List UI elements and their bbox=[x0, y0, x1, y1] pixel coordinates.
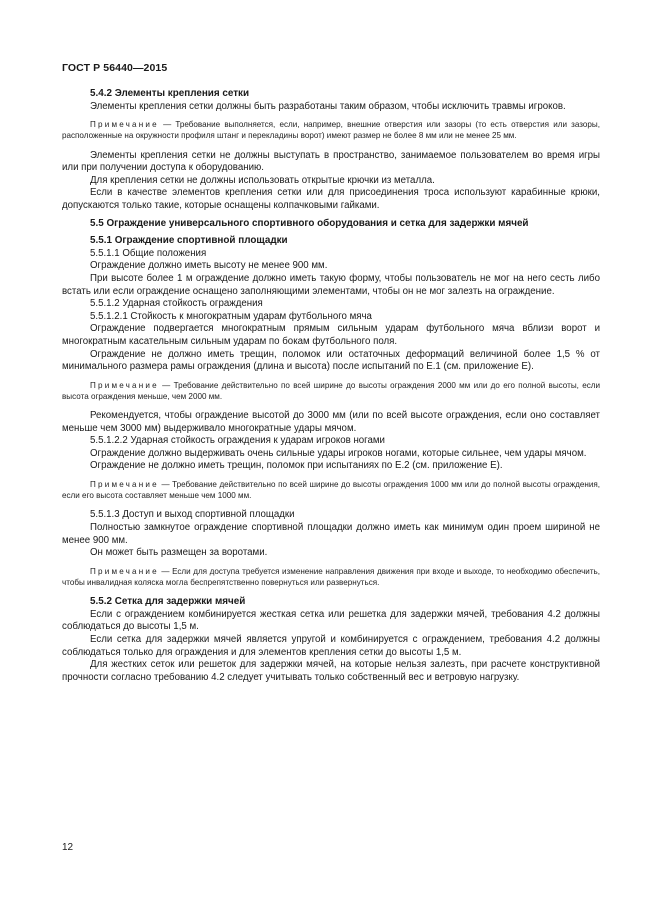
paragraph: Он может быть размещен за воротами. bbox=[90, 547, 268, 559]
section-heading-5-5: 5.5 Ограждение универсального спортивного оборудования и сетка для задержки мячей bbox=[90, 217, 529, 229]
note bbox=[62, 566, 600, 588]
paragraph: Рекомендуется, чтобы ограждение высотой до 3000 мм (или по всей высоте ограждения, если оно составляет меньше чем 3000 мм) выдерживало многократные удары мячом. bbox=[62, 410, 600, 434]
paragraph: Ограждение должно иметь высоту не менее 900 мм. bbox=[90, 260, 328, 272]
subsection-heading: 5.5.1.2.1 Стойкость к многократным ударам футбольного мяча bbox=[90, 310, 372, 322]
paragraph: Полностью замкнутое ограждение спортивной площадки должно иметь как минимум один проем шириной не менее 900 мм. bbox=[62, 522, 600, 546]
note-label: Примечание bbox=[90, 566, 159, 576]
section-heading-5-4-2: 5.4.2 Элементы крепления сетки bbox=[90, 88, 250, 99]
note-text: — Если для доступа требуется изменение направления движения при входе и выходе, то необходимо обеспечить, чтобы инвалидная коляска могла беспрепятственно повернуться или развернуться. bbox=[62, 566, 600, 588]
subsection-heading: 5.5.1.2 Ударная стойкость ограждения bbox=[90, 298, 263, 310]
paragraph: Ограждение не должно иметь трещин, поломок при испытаниях по Е.2 (см. приложение Е). bbox=[90, 460, 503, 472]
subsection-heading: 5.5.1.1 Общие положения bbox=[90, 247, 207, 259]
subsection-heading: 5.5.1.2.2 Ударная стойкость ограждения к ударам игроков ногами bbox=[90, 435, 385, 447]
paragraph: Элементы крепления сетки не должны выступать в пространство, занимаемое пользователем во время игры или при получении доступа к оборудованию. bbox=[62, 149, 600, 174]
note bbox=[62, 479, 600, 501]
paragraph: Ограждение не должно иметь трещин, поломок или остаточных деформаций величиной более 1,5 % от минимального размера рамы ограждения (длина и высота) после испытаний по Е.1 (см. приложение Е). bbox=[62, 348, 600, 373]
note-label: Примечание bbox=[90, 380, 159, 390]
section-heading-5-5-2: 5.5.2 Сетка для задержки мячей bbox=[90, 596, 246, 608]
note-text: — Требование выполняется, если, например, внешние отверстия или зазоры (то есть отверстия или зазоры, расположенные на окружности профиля штанг и перекладины ворот) имеют размер не более 8 мм или не менее 25 мм. bbox=[62, 120, 600, 141]
paragraph: Ограждение должно выдерживать очень сильные удары игроков ногами, которые сильнее, чем удары мячом. bbox=[90, 447, 587, 459]
subsection-heading: 5.5.1.3 Доступ и выход спортивной площадки bbox=[90, 509, 295, 521]
paragraph: Для жестких сеток или решеток для задержки мячей, на которые нельзя залезть, при расчете конструктивной прочности согласно требованию 4.2 следует учитывать только собственный вес и ветровую нагрузку. bbox=[62, 659, 600, 683]
page-number: 12 bbox=[62, 842, 74, 853]
paragraph: Ограждение подвергается многократным прямым сильным ударам футбольного мяча вблизи ворот и многократным касательным сильным ударам по бокам футбольного поля. bbox=[62, 323, 600, 347]
note-label: Примечание bbox=[90, 120, 159, 130]
document-header: ГОСТ Р 56440—2015 bbox=[62, 62, 168, 74]
paragraph: Если в качестве элементов крепления сетки или для присоединения троса используют карабинные крюки, допускаются только такие, которые оснащены колпачковыми гайками. bbox=[62, 187, 600, 211]
document-body bbox=[62, 88, 600, 684]
paragraph: Если с ограждением комбинируется жесткая сетка или решетка для задержки мячей, требования 4.2 должны соблюдаться до высоты 1,5 м. bbox=[62, 608, 600, 633]
note bbox=[62, 380, 600, 402]
section-heading-5-5-1: 5.5.1 Ограждение спортивной площадки bbox=[90, 235, 288, 247]
note-label: Примечание bbox=[90, 480, 159, 490]
paragraph: Если сетка для задержки мячей является упругой и комбинируется с ограждением, требования 4.2 должны соблюдаться только для ограждения и для элементов крепления сетки до высоты 1,5 м. bbox=[62, 634, 600, 658]
paragraph: При высоте более 1 м ограждение должно иметь такую форму, чтобы пользователь не мог на него сесть либо встать или если ограждение оснащено заполняющими элементами, чтобы он не мог залезть на ограждение. bbox=[62, 272, 600, 297]
note-text: — Требование действительно по всей ширине до высоты ограждения 2000 мм или до его полной высоты, если высота ограждения меньше, чем 2000 мм. bbox=[62, 380, 600, 401]
note-text: — Требование действительно по всей ширине до высоты ограждения 1000 мм или до полной высоты ограждения, если его высота составляет меньше чем 1000 мм. bbox=[62, 480, 600, 501]
paragraph: Для крепления сетки не должны использовать открытые крючки из металла. bbox=[90, 174, 435, 186]
note bbox=[62, 119, 600, 141]
paragraph: Элементы крепления сетки должны быть разработаны таким образом, чтобы исключить травмы игроков. bbox=[90, 100, 566, 112]
